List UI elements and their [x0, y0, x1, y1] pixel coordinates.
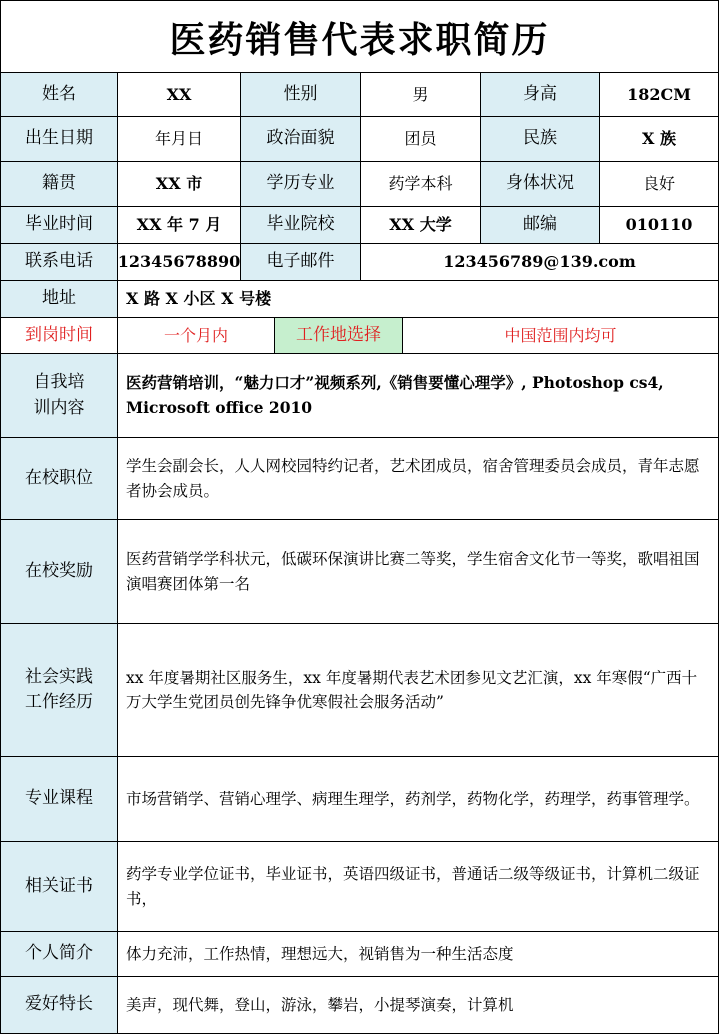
- education-value: 药学本科: [360, 161, 481, 207]
- school-label: 毕业院校: [240, 206, 361, 244]
- political-label: 政治面貌: [240, 116, 361, 162]
- zip-label: 邮编: [480, 206, 600, 244]
- profile-text: 体力充沛，工作热情，理想远大，视销售为一种生活态度: [117, 931, 719, 977]
- practice-label: [0, 623, 118, 757]
- phone-value: 12345678890: [117, 243, 241, 281]
- school-position-text: 学生会副会长，人人网校园特约记者，艺术团成员，宿舍管理委员会成员，青年志愿者协会成员。: [117, 437, 719, 520]
- name-value: XX: [117, 72, 241, 117]
- gender-value: 男: [360, 72, 481, 117]
- zip-value: 010110: [599, 206, 719, 244]
- height-label: 身高: [480, 72, 600, 117]
- training-label-line2: 训内容: [33, 397, 85, 418]
- origin-value: XX 市: [117, 161, 241, 207]
- hobbies-text: 美声，现代舞，登山，游泳，攀岩，小提琴演奏，计算机: [117, 976, 719, 1034]
- school-value: XX 大学: [360, 206, 481, 244]
- training-label: [0, 353, 118, 438]
- gender-label: 性别: [240, 72, 361, 117]
- birth-value: 年月日: [117, 116, 241, 162]
- arrival-time-value: 一个月内: [117, 317, 275, 354]
- courses-text: 市场营销学、营销心理学、病理生理学，药剂学，药物化学，药理学，药事管理学。: [117, 756, 719, 842]
- school-awards-label: 在校奖励: [0, 519, 118, 624]
- practice-label-line1: 社会实践: [25, 666, 93, 687]
- address-value: X 路 X 小区 X 号楼: [117, 280, 719, 318]
- education-label: 学历专业: [240, 161, 361, 207]
- training-text: 医药营销培训，“魅力口才”视频系列,《销售要懂心理学》, Photoshop cs4, Microsoft office 2010: [117, 353, 719, 438]
- name-label: 姓名: [0, 72, 118, 117]
- profile-label: 个人简介: [0, 931, 118, 977]
- address-label: 地址: [0, 280, 118, 318]
- height-value: 182CM: [599, 72, 719, 117]
- school-awards-text: 医药营销学学科状元，低碳环保演讲比赛二等奖，学生宿舍文化节一等奖，歌唱祖国演唱赛团体第一名: [117, 519, 719, 624]
- training-label-line1: 自我培: [33, 372, 85, 392]
- origin-label: 籍贯: [0, 161, 118, 207]
- courses-label: 专业课程: [0, 756, 118, 842]
- birth-label: 出生日期: [0, 116, 118, 162]
- practice-label-line2: 工作经历: [25, 692, 93, 712]
- health-value: 良好: [599, 161, 719, 207]
- political-value: 团员: [360, 116, 481, 162]
- graduation-time-value: XX 年 7 月: [117, 206, 241, 244]
- practice-text: xx 年度暑期社区服务生，xx 年度暑期代表艺术团参见文艺汇演，xx 年寒假“广西十万大学生党团员创先锋争优寒假社会服务活动”: [117, 623, 719, 757]
- email-label: 电子邮件: [240, 243, 361, 281]
- certificates-text: 药学专业学位证书，毕业证书，英语四级证书，普通话二级等级证书，计算机二级证书，: [117, 841, 719, 932]
- resume-title: 医药销售代表求职简历: [0, 0, 719, 74]
- arrival-time-label: 到岗时间: [0, 317, 118, 354]
- hobbies-label: 爱好特长: [0, 976, 118, 1034]
- ethnic-value: X 族: [599, 116, 719, 162]
- ethnic-label: 民族: [480, 116, 600, 162]
- health-label: 身体状况: [480, 161, 600, 207]
- certificates-label: 相关证书: [0, 841, 118, 932]
- phone-label: 联系电话: [0, 243, 118, 281]
- graduation-time-label: 毕业时间: [0, 206, 118, 244]
- school-position-label: 在校职位: [0, 437, 118, 520]
- work-location-label: 工作地选择: [274, 317, 403, 354]
- email-value: 123456789@139.com: [360, 243, 719, 281]
- work-location-value: 中国范围内均可: [402, 317, 719, 354]
